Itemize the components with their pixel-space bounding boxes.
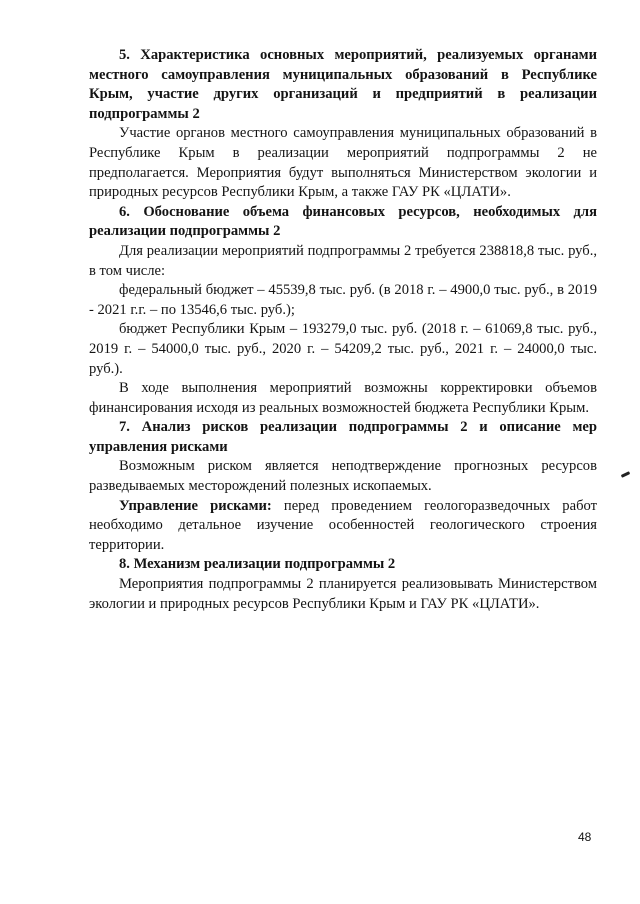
risk-management-lead: Управление рисками:	[119, 497, 272, 514]
document-body	[89, 46, 597, 614]
risk-management-paragraph	[89, 497, 597, 556]
section-8	[89, 555, 597, 614]
paragraph: Мероприятия подпрограммы 2 планируется реализовывать Министерством экологии и природных ресурсов Республики Крым и ГАУ РК «ЦЛАТИ».	[89, 576, 597, 612]
section-heading: 6. Обоснование объема финансовых ресурсов, необходимых для реализации подпрограммы 2	[89, 203, 597, 240]
risk-management-text: перед проведением геологоразведочных работ необходимо детальное изучение особенностей геологического строения территории.	[89, 497, 597, 553]
scan-artifact-mark	[621, 471, 630, 478]
paragraph: федеральный бюджет – 45539,8 тыс. руб. (в 2018 г. – 4900,0 тыс. руб., в 2019 - 2021 г.г. – по 13546,6 тыс. руб.);	[89, 282, 597, 318]
section-7	[89, 418, 597, 555]
paragraph: Участие органов местного самоуправления муниципальных образований в Республике Крым в реализации мероприятий подпрограммы 2 не предполагается. Мероприятия будут выполняться Министерством экологии и природных ресурсов Республики Крым, а также ГАУ РК «ЦЛАТИ».	[89, 125, 597, 201]
paragraph: бюджет Республики Крым – 193279,0 тыс. руб. (2018 г. – 61069,8 тыс. руб., 2019 г. – 54000,0 тыс. руб., 2020 г. – 54209,2 тыс. руб., 2021 г. – 24000,0 тыс. руб.).	[89, 321, 597, 377]
paragraph: В ходе выполнения мероприятий возможны корректировки объемов финансирования исходя из реальных возможностей бюджета Республики Крым.	[89, 380, 597, 416]
section-heading: 7. Анализ рисков реализации подпрограммы 2 и описание мер управления рисками	[89, 419, 597, 455]
section-6	[89, 203, 597, 419]
page-number: 48	[578, 830, 592, 844]
paragraph: Возможным риском является неподтверждение прогнозных ресурсов разведываемых месторождений полезных ископаемых.	[89, 458, 597, 495]
section-5	[89, 46, 597, 203]
paragraph: Для реализации мероприятий подпрограммы 2 требуется 238818,8 тыс. руб., в том числе:	[89, 242, 597, 279]
section-heading: 8. Механизм реализации подпрограммы 2	[119, 556, 396, 573]
section-heading: 5. Характеристика основных мероприятий, реализуемых органами местного самоуправления муниципальных образований в Республике Крым, участие других организаций и предприятий в реализации подпрограммы 2	[89, 47, 597, 122]
